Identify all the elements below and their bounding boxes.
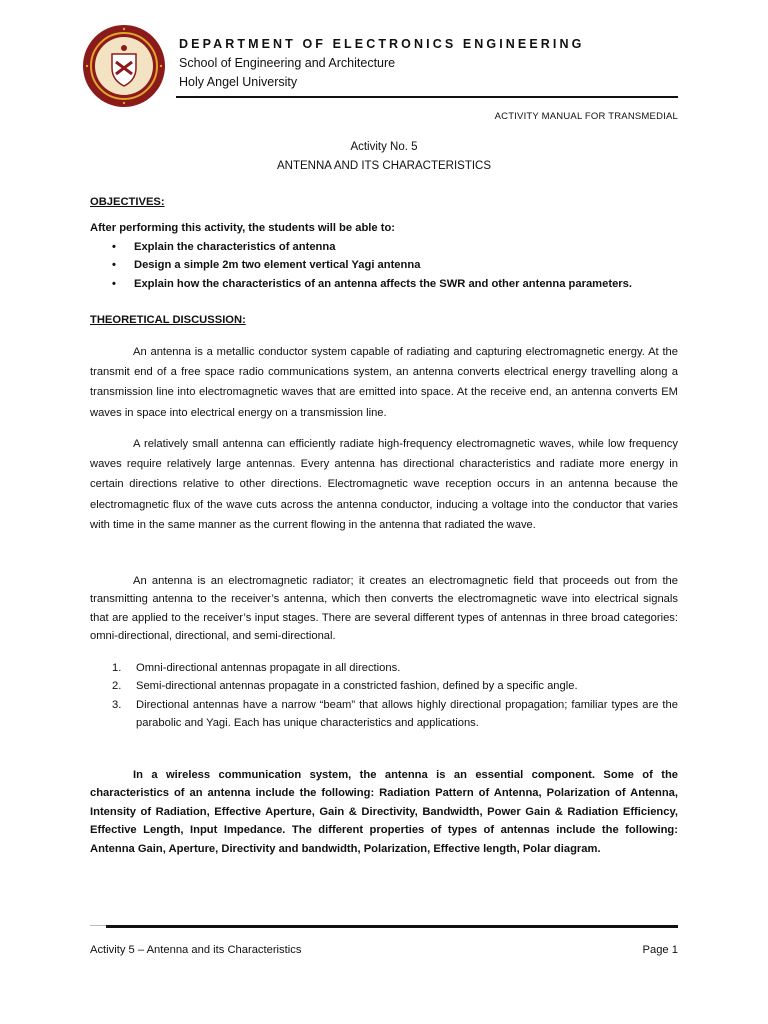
list-item: 1. Omni-directional antennas propagate in all directions. bbox=[112, 662, 401, 674]
discussion-paragraph-4: In a wireless communication system, the antenna is an essential component. Some of the characteristics of an antenna include the following: Radiation Pattern of Antenna, Polarization of Antenna, Intensity of Radiation, Effective Aperture, Gain & Directivity, Bandwidth, Power Gain & Radiation Efficiency, Effective Length, Input Impedance. The different properties of types of antennas include the following: Antenna Gain, Aperture, Directivity and bandwidth, Polarization, Effective length, Polar diagram. bbox=[90, 769, 678, 855]
discussion-section bbox=[90, 311, 678, 329]
list-item: • Design a simple 2m two element vertical Yagi antenna bbox=[112, 256, 678, 274]
objectives-intro: After performing this activity, the students will be able to: bbox=[90, 222, 396, 235]
manual-title: ACTIVITY MANUAL FOR TRANSMEDIAL bbox=[494, 111, 678, 122]
antenna-types-list bbox=[90, 659, 678, 733]
university-seal-icon bbox=[82, 24, 166, 108]
discussion-paragraph-1: An antenna is a metallic conductor system capable of radiating and capturing electromagnetic energy. At the transmit end of a free space radio communications system, an antenna converts electrical energy travelling along a transmission line into electromagnetic waves that are emitted into space. At the receive end, an antenna converts EM waves in space into electrical energy on a transmission line. bbox=[90, 346, 678, 419]
discussion-paragraph-3: An antenna is an electromagnetic radiator; it creates an electromagnetic field that proceeds out from the transmitting antenna to the receiver’s antenna, which then converts the electromagnetic wave into electrical signals that are applied to the receiver’s input stages. There are several different types of antennas in three broad categories: omni-directional, directional, and semi-directional. bbox=[90, 575, 678, 643]
footer-activity-title: Activity 5 – Antenna and its Characteristics bbox=[90, 944, 302, 956]
list-item: 3. Directional antennas have a narrow “beam” that allows highly directional propagation; familiar types are the parabolic and Yagi. Each has unique characteristics and applications. bbox=[112, 698, 678, 730]
university-name: Holy Angel University bbox=[179, 75, 298, 89]
header-divider bbox=[176, 96, 678, 98]
list-item: 2. Semi-directional antennas propagate in a constricted fashion, defined by a specific angle. bbox=[112, 680, 578, 693]
activity-title: ANTENNA AND ITS CHARACTERISTICS bbox=[276, 160, 492, 172]
activity-number: Activity No. 5 bbox=[350, 141, 418, 153]
footer-divider bbox=[106, 925, 678, 928]
discussion-heading: THEORETICAL DISCUSSION: bbox=[90, 314, 246, 326]
discussion-paragraph-2: A relatively small antenna can efficiently radiate high-frequency electromagnetic waves, while low frequency waves require relatively large antennas. Every antenna has directional characteristics and radiate more energy in certain directions relative to other directions. Electromagnetic wave reception occurs in an antenna because the electromagnetic flux of the wave cuts across the antenna conductor, inducing a voltage into the conductor that varies with time in the same manner as the current flowing in the antenna that radiated the wave. bbox=[90, 438, 678, 531]
list-item: • Explain how the characteristics of an antenna affects the SWR and other antenna parameters. bbox=[112, 275, 678, 293]
department-name: DEPARTMENT OF ELECTRONICS ENGINEERING bbox=[179, 37, 585, 51]
objectives-section bbox=[90, 193, 678, 293]
page-number: Page 1 bbox=[642, 944, 678, 956]
list-item: • Explain the characteristics of antenna bbox=[112, 238, 678, 256]
school-name: School of Engineering and Architecture bbox=[179, 56, 396, 70]
objectives-heading: OBJECTIVES: bbox=[90, 196, 165, 208]
objectives-list bbox=[90, 238, 678, 293]
